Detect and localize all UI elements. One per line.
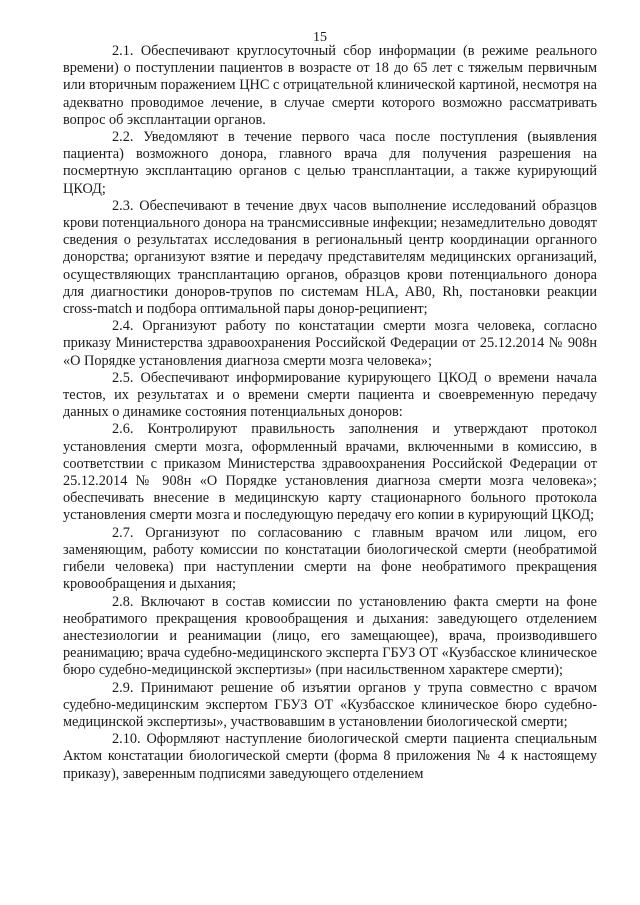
paragraph-2-8: 2.8. Включают в состав комиссии по установлению факта смерти на фоне необратимого прекращения кровообращения и дыхания: заведующего отделением анестезиологии и реанимации (лицо, его замещающее), врача, производившего реанимацию; врача судебно-медицинского эксперта ГБУЗ ОТ «Кузбасское клиническое бюро судебно-медицинской экспертизы» (при насильственном характере смерти);: [63, 593, 597, 679]
page-body: [63, 43, 597, 783]
paragraph-2-6: 2.6. Контролируют правильность заполнения и утверждают протокол установления смерти мозга, оформленный врачами, включенными в комиссию, в соответствии с приказом Министерства здравоохранения Российской Федерации от 25.12.2014 № 908н «О Порядке установления диагноза смерти мозга человека»; обеспечивать внесение в медицинскую карту стационарного больного протокола установления смерти мозга и последующую передачу его копии в курирующий ЦКОД;: [63, 421, 597, 524]
paragraph-2-7: 2.7. Организуют по согласованию с главным врачом или лицом, его заменяющим, работу комиссии по констатации биологической смерти (необратимой гибели человека) при наступлении смерти на фоне необратимого прекращения кровообращения и дыхания;: [63, 524, 597, 593]
paragraph-2-2: 2.2. Уведомляют в течение первого часа после поступления (выявления пациента) возможного донора, главного врача для получения разрешения на посмертную эксплантацию органов с целью трансплантации, а также курирующий ЦКОД;: [63, 129, 597, 197]
page-number: 15: [313, 30, 327, 45]
paragraph-2-9: 2.9. Принимают решение об изъятии органов у трупа совместно с врачом судебно-медицинским экспертом ГБУЗ ОТ «Кузбасское клиническое бюро судебно-медицинской экспертизы», участвовавшим в установлении биологической смерти;: [63, 679, 597, 730]
paragraph-2-4: 2.4. Организуют работу по констатации смерти мозга человека, согласно приказу Министерства здравоохранения Российской Федерации от 25.12.2014 № 908н «О Порядке установления диагноза смерти мозга человека»;: [63, 318, 597, 369]
paragraph-2-1: 2.1. Обеспечивают круглосуточный сбор информации (в режиме реального времени) о поступлении пациентов в возрасте от 18 до 65 лет с тяжелым первичным или вторичным поражением ЦНС с отрицательной клинической картиной, несмотря на адекватно проводимое лечение, в случае смерти которого возможно рассматривать вопрос об эксплантации органов.: [63, 43, 597, 128]
paragraph-2-5: 2.5. Обеспечивают информирование курирующего ЦКОД о времени начала тестов, их результатах и о времени смерти пациента и своевременную передачу данных о динамике состояния потенциальных доноров:: [63, 369, 597, 421]
paragraph-2-3: 2.3. Обеспечивают в течение двух часов выполнение исследований образцов крови потенциального донора на трансмиссивные инфекции; незамедлительно доводят сведения о результатах исследования в региональный центр координации органного донорства; организуют взятие и передачу представителям медицинских организаций, осуществляющих трансплантацию органов, образцов крови потенциального донора для диагностики доноров-трупов по системам HLA, AB0, Rh, постановки реакции cross-match и подбора оптимальной пары донор-реципиент;: [63, 197, 597, 318]
paragraph-2-10: 2.10. Оформляют наступление биологической смерти пациента специальным Актом констатации биологической смерти (форма 8 приложения № 4 к настоящему приказу), заверенным подписями заведующего отделением: [63, 731, 597, 782]
